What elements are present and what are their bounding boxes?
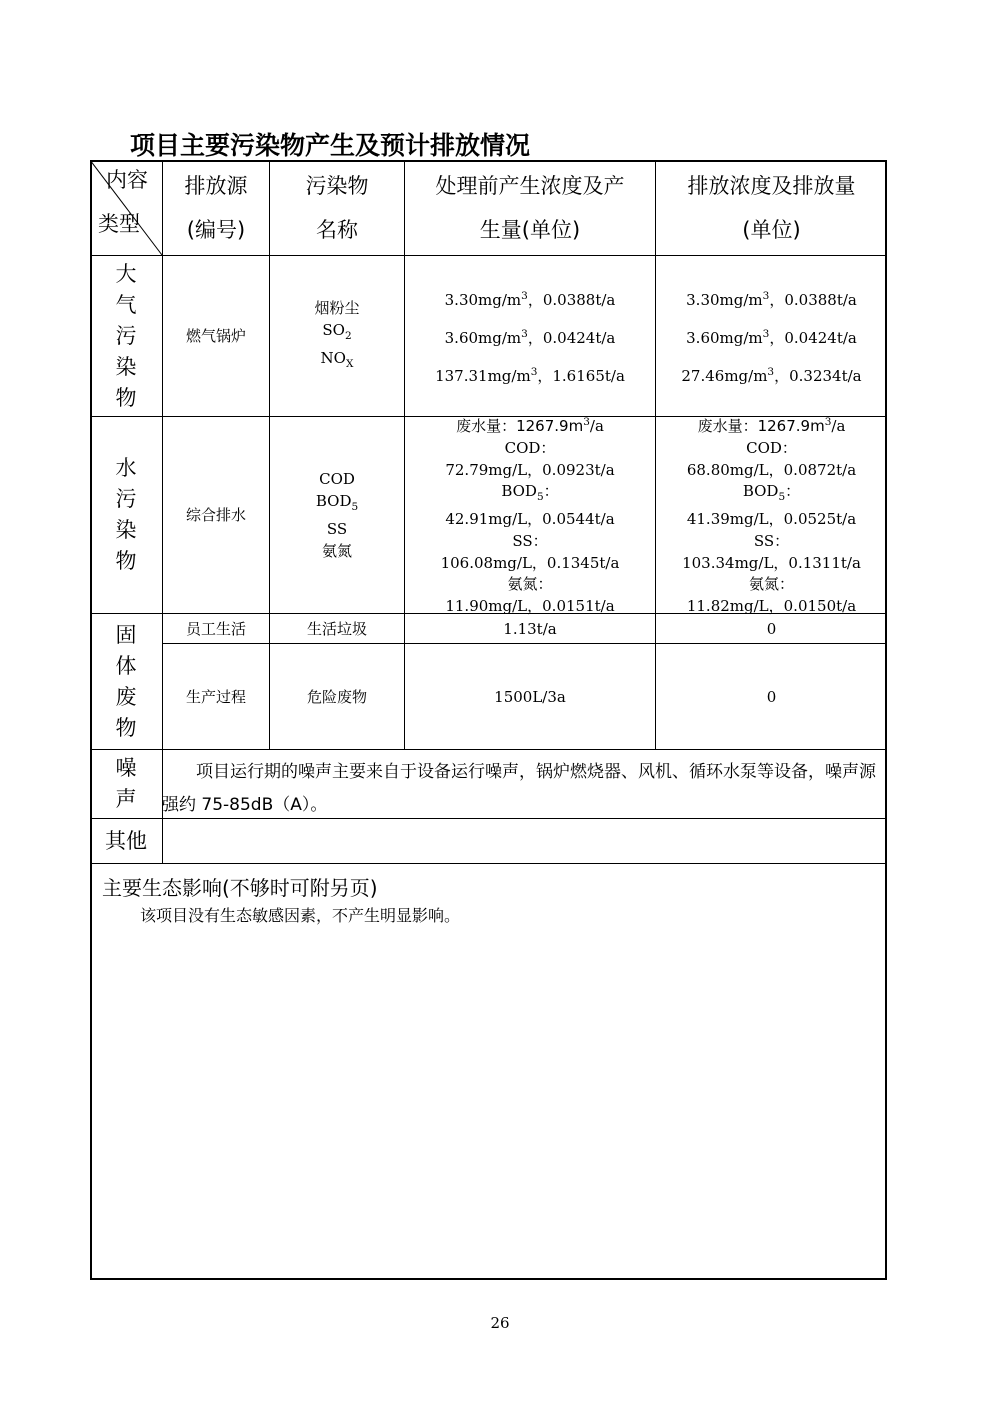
page-title: 项目主要污染物产生及预计排放情况 <box>130 131 531 160</box>
air-pollutants: 烟粉尘 $SO_2$ $NO_X$ <box>314 299 360 370</box>
noise-text: 项目运行期的噪声主要来自于设备运行噪声，锅炉燃烧器、风机、循环水泵等设备，噪声源强约 75-85dB（A）。 <box>162 762 876 815</box>
header-source: 排放源 (编号) <box>184 173 248 242</box>
header-corner-bottom: 类型 <box>98 212 140 236</box>
water-after: 废水量：$1267.9m^3/a$ COD： 68.80mg/L，0.0872t/a $BOD_5$： 41.39mg/L，0.0525t/a SS： 103.34mg/L，0.1311t/a 氨氮： 11.82mg/L，0.0150t/a <box>682 416 861 615</box>
page-number: 26 <box>490 1314 510 1332</box>
water-pollutants: COD $BOD_5$ SS 氨氮 <box>315 470 359 560</box>
solid-row1-before: 1.13t/a <box>503 619 557 638</box>
solid-row2-before: 1500L/3a <box>494 687 566 706</box>
solid-row1-pollutant: 生活垃圾 <box>306 619 367 638</box>
air-category: 大 气 污 染 物 <box>115 261 137 410</box>
water-category: 水 污 染 物 <box>115 456 137 573</box>
row-divider <box>90 749 887 750</box>
air-before: $3.30mg/m^3$，0.0388t/a $3.60mg/m^3$，0.0424t/a $137.31mg/m^3$，1.6165t/a <box>435 290 625 385</box>
solid-row1-source: 员工生活 <box>185 619 246 638</box>
solid-row1-after: 0 <box>766 619 777 638</box>
air-source: 燃气锅炉 <box>185 327 246 345</box>
header-before: 处理前产生浓度及产 生量(单位) <box>435 173 625 242</box>
solid-category: 固 体 废 物 <box>115 622 137 740</box>
noise-category: 噪 声 <box>115 756 137 811</box>
air-after: $3.30mg/m^3$，0.0388t/a $3.60mg/m^3$，0.0424t/a $27.46mg/m^3$，0.3234t/a <box>681 290 862 385</box>
row-divider <box>90 863 887 864</box>
solid-row2-source: 生产过程 <box>185 687 246 706</box>
header-corner-top: 内容 <box>106 168 148 192</box>
water-source: 综合排水 <box>185 506 246 524</box>
header-pollutant: 污染物 名称 <box>305 173 369 242</box>
ecology-text: 该项目没有生态敏感因素，不产生明显影响。 <box>140 906 461 925</box>
solid-row2-pollutant: 危险废物 <box>306 687 367 706</box>
water-before: 废水量：$1267.9m^3/a$ COD： 72.79mg/L，0.0923t/a $BOD_5$： 42.91mg/L，0.0544t/a SS： 106.08mg/L，0.1345t/a 氨氮： 11.90mg/L，0.0151t/a <box>440 416 620 615</box>
solid-row2-after: 0 <box>766 687 777 706</box>
header-after: 排放浓度及排放量 (单位) <box>687 173 856 242</box>
other-category: 其他 <box>105 828 147 853</box>
ecology-heading: 主要生态影响(不够时可附另页) <box>102 876 378 900</box>
